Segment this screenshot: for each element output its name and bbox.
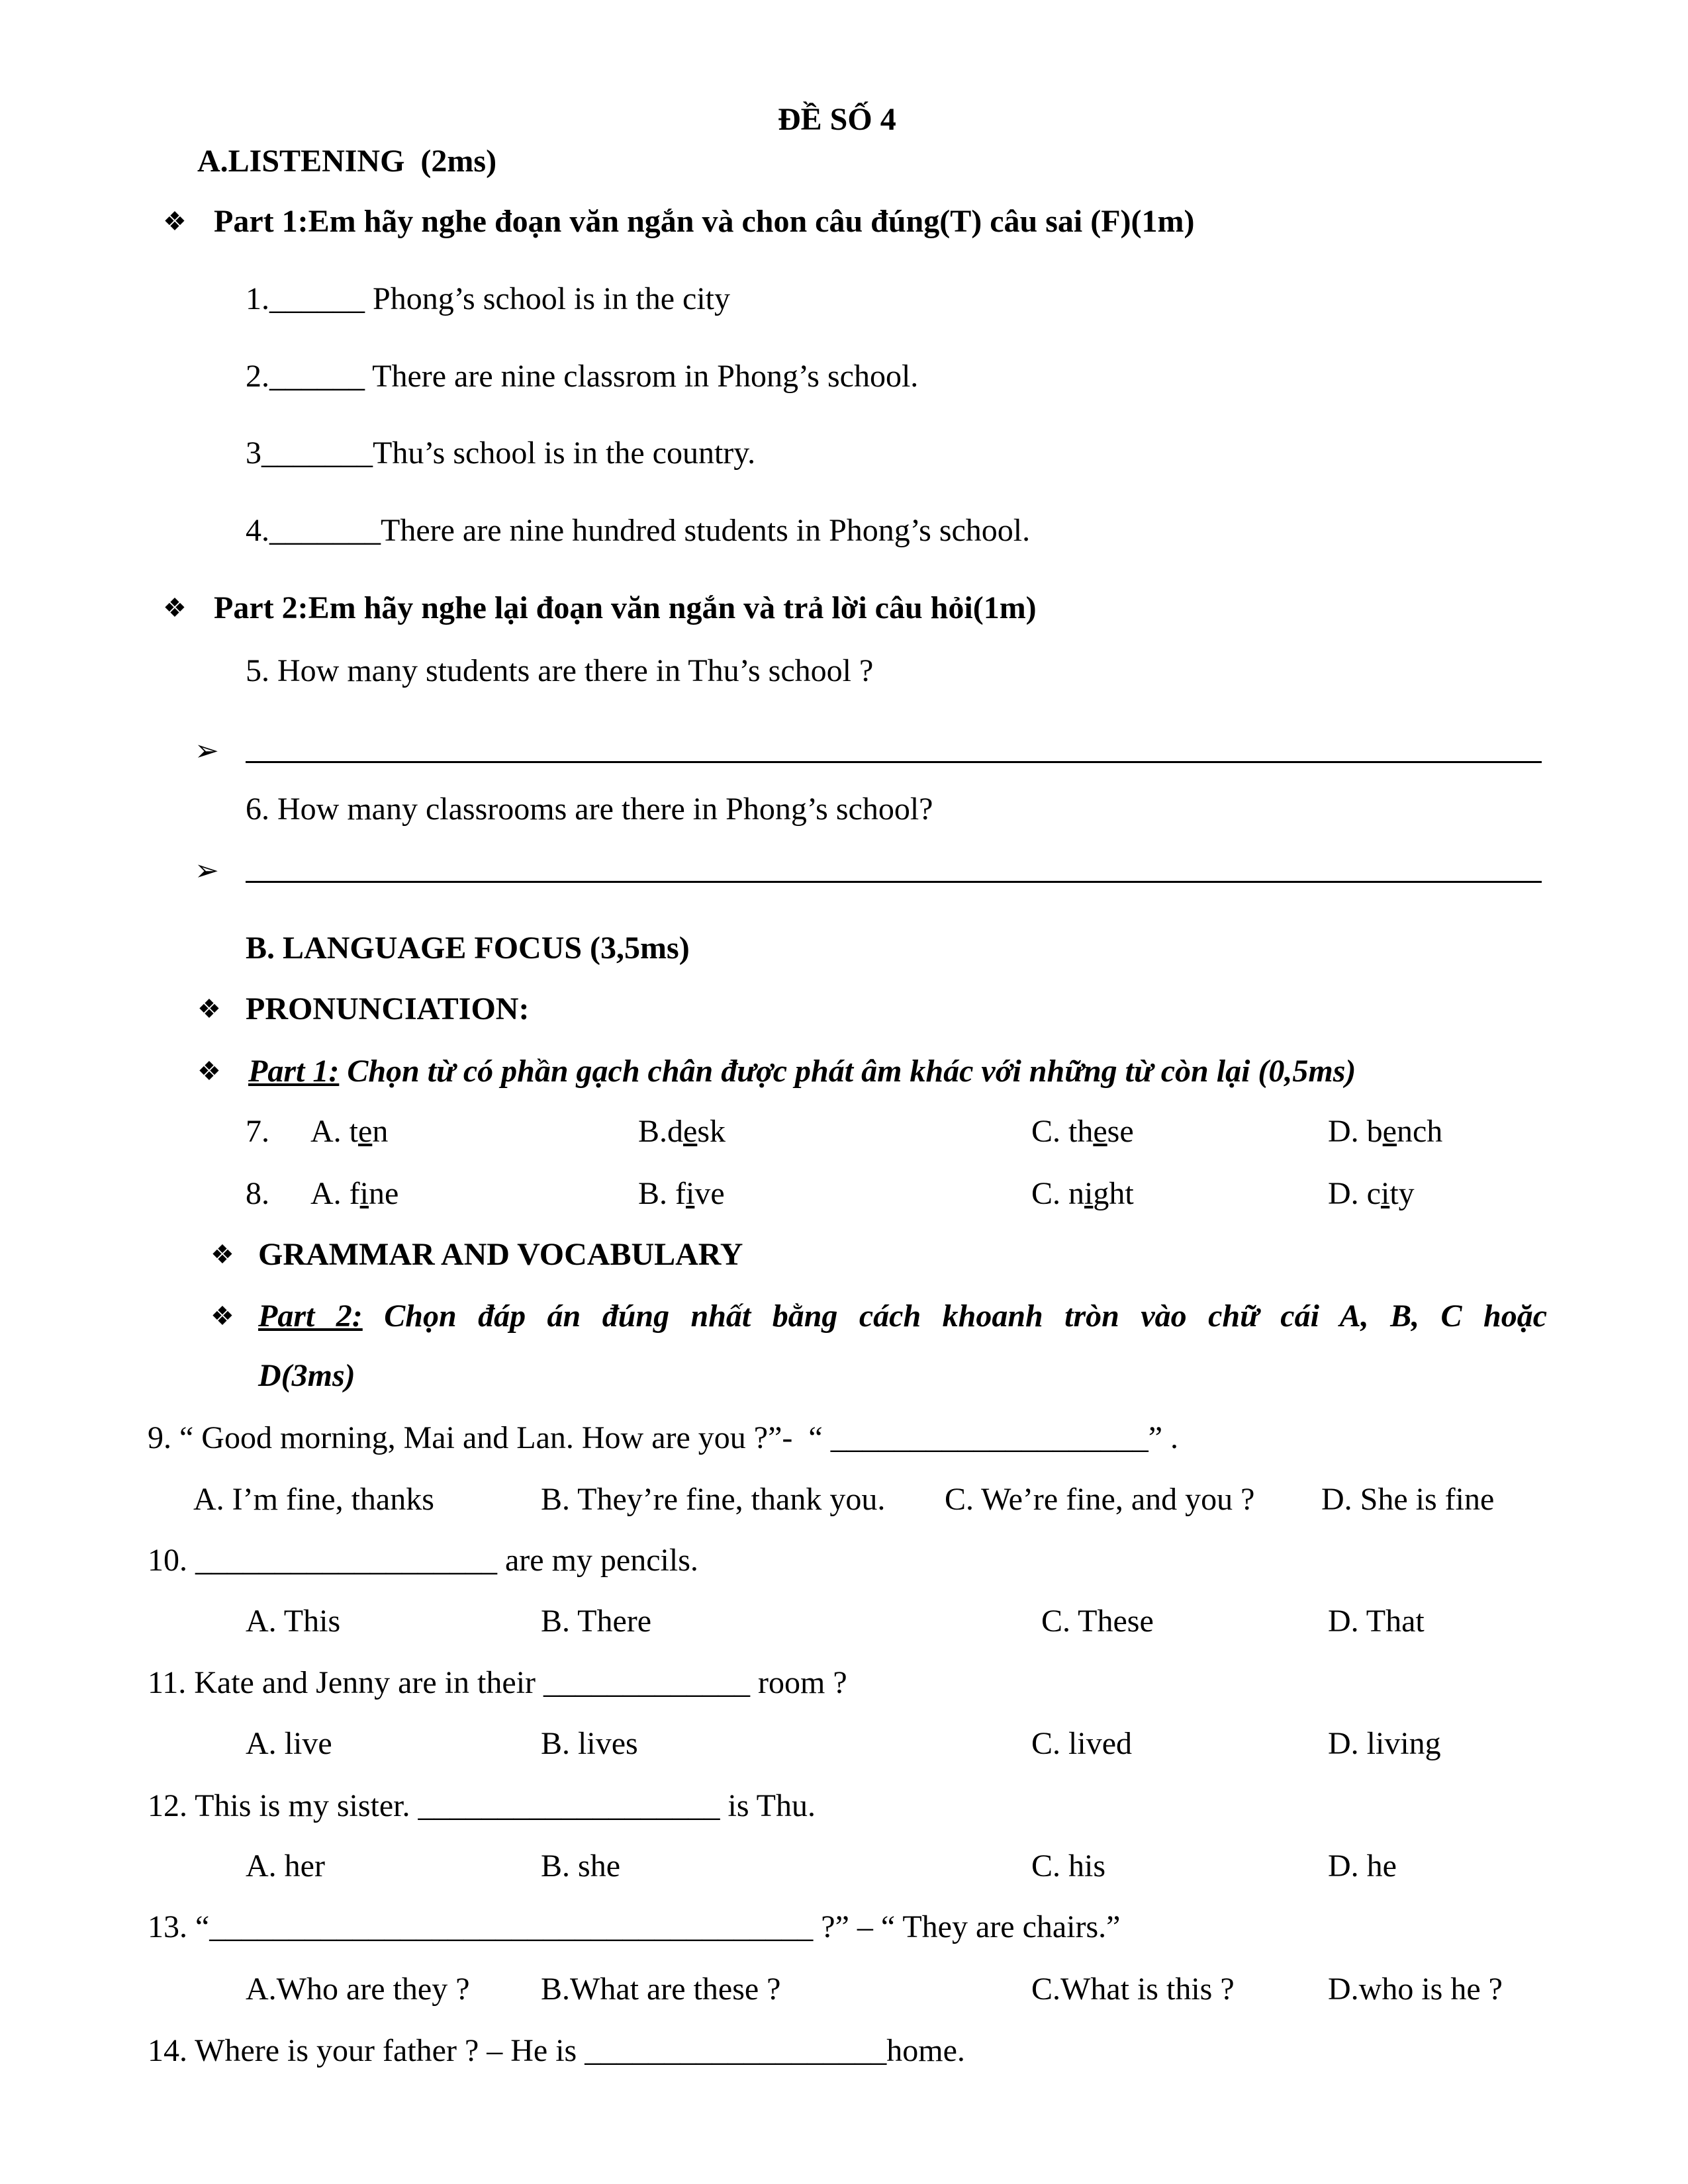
answer-option[interactable]: C. lived (1031, 1726, 1132, 1761)
answer-option[interactable]: A. live (246, 1726, 332, 1761)
underlined-letter: e (683, 1114, 698, 1149)
pronunciation-part1-instruction (248, 1052, 1356, 1091)
option-text: sk (697, 1114, 726, 1149)
option-text: ve (694, 1176, 725, 1211)
arrow-bullet-icon: ➢ (195, 854, 219, 887)
question-number: 8. (246, 1176, 269, 1211)
answer-line (246, 761, 1542, 763)
diamond-bullet-icon: ❖ (163, 593, 187, 623)
question-11: 11. Kate and Jenny are in their _____________ room ? (148, 1665, 847, 1700)
option-text: A. f (310, 1176, 360, 1211)
option-text: B.d (638, 1114, 684, 1149)
underlined-letter: e (1382, 1114, 1397, 1149)
answer-option[interactable]: C.What is this ? (1031, 1972, 1235, 2007)
answer-option[interactable]: C. We’re fine, and you ? (945, 1482, 1255, 1517)
question-5: 5. How many students are there in Thu’s school ? (246, 653, 874, 688)
diamond-bullet-icon: ❖ (163, 206, 187, 236)
tf-item: 4._______There are nine hundred students in Phong’s school. (246, 513, 1031, 548)
option-text: nch (1396, 1114, 1443, 1149)
grammar-part2-instruction-cont: D(3ms) (258, 1358, 355, 1393)
language-focus-heading: B. LANGUAGE FOCUS (3,5ms) (246, 931, 690, 966)
diamond-bullet-icon: ❖ (197, 1056, 221, 1086)
answer-option[interactable]: B.What are these ? (541, 1972, 781, 2007)
option-text: D. b (1328, 1114, 1383, 1149)
page-title: ĐỀ SỐ 4 (778, 102, 896, 137)
grammar-part2-instruction (258, 1297, 1547, 1336)
part2-label: Part 2: (258, 1298, 363, 1334)
question-number: 7. (246, 1114, 269, 1149)
tf-item: 2.______ There are nine classrom in Phong’s school. (246, 359, 919, 394)
answer-option[interactable]: D. he (1328, 1848, 1397, 1884)
answer-option[interactable]: B. she (541, 1848, 620, 1884)
answer-option[interactable] (638, 1112, 726, 1152)
answer-option[interactable]: B. They’re fine, thank you. (541, 1482, 886, 1517)
answer-option[interactable]: A.Who are they ? (246, 1972, 470, 2007)
question-13: 13. “______________________________________ ?” – “ They are chairs.” (148, 1909, 1121, 1944)
underlined-letter: i (1084, 1176, 1094, 1211)
option-text: C. n (1031, 1176, 1085, 1211)
underlined-letter: e (358, 1114, 373, 1149)
underlined-letter: i (1380, 1176, 1390, 1211)
answer-option[interactable]: A. I’m fine, thanks (193, 1482, 434, 1517)
diamond-bullet-icon: ❖ (211, 1301, 234, 1331)
tf-item: 1.______ Phong’s school is in the city (246, 281, 730, 316)
answer-option[interactable] (1031, 1174, 1134, 1214)
listening-heading: A.LISTENING (2ms) (197, 144, 497, 179)
part1-label: Part 1: (248, 1054, 340, 1089)
underlined-letter: i (359, 1176, 369, 1211)
answer-option[interactable] (310, 1174, 399, 1214)
question-6: 6. How many classrooms are there in Phong’s school? (246, 792, 933, 827)
arrow-bullet-icon: ➢ (195, 734, 219, 768)
answer-option[interactable]: A. her (246, 1848, 325, 1884)
answer-option[interactable] (1328, 1112, 1442, 1152)
option-text: ne (369, 1176, 399, 1211)
question-12: 12. This is my sister. ___________________ is Thu. (148, 1788, 816, 1823)
answer-option[interactable]: B. lives (541, 1726, 638, 1761)
answer-option[interactable]: D. She is fine (1321, 1482, 1495, 1517)
option-text: D. c (1328, 1176, 1381, 1211)
question-14: 14. Where is your father ? – He is ___________________home. (148, 2033, 965, 2068)
answer-option[interactable]: D.who is he ? (1328, 1972, 1503, 2007)
part1-text: Chọn từ có phần gạch chân được phát âm khác với những từ còn lại (0,5ms) (339, 1054, 1356, 1089)
question-9: 9. “ Good morning, Mai and Lan. How are you ?”- “ ____________________” . (148, 1420, 1178, 1455)
grammar-heading: GRAMMAR AND VOCABULARY (258, 1237, 743, 1272)
answer-option[interactable] (310, 1112, 388, 1152)
option-text: B. f (638, 1176, 686, 1211)
answer-option[interactable]: A. This (246, 1604, 341, 1639)
underlined-letter: i (686, 1176, 695, 1211)
answer-option[interactable]: C. his (1031, 1848, 1106, 1884)
answer-option[interactable]: D. That (1328, 1604, 1425, 1639)
answer-line (246, 881, 1542, 883)
diamond-bullet-icon: ❖ (211, 1240, 234, 1269)
option-text: ty (1389, 1176, 1415, 1211)
listening-part1-label: Part 1:Em hãy nghe đoạn văn ngắn và chon câu đúng(T) câu sai (F)(1m) (214, 204, 1195, 239)
diamond-bullet-icon: ❖ (197, 994, 221, 1024)
underlined-letter: e (1093, 1114, 1107, 1149)
option-text: n (372, 1114, 389, 1149)
answer-option[interactable]: C. These (1041, 1604, 1154, 1639)
listening-part2-label: Part 2:Em hãy nghe lại đoạn văn ngắn và trả lời câu hỏi(1m) (214, 590, 1037, 625)
answer-option[interactable] (1031, 1112, 1134, 1152)
question-10: 10. ___________________ are my pencils. (148, 1543, 698, 1578)
option-text: ght (1093, 1176, 1134, 1211)
option-text: se (1107, 1114, 1134, 1149)
answer-option[interactable]: D. living (1328, 1726, 1441, 1761)
answer-option[interactable] (638, 1174, 725, 1214)
answer-option[interactable] (1328, 1174, 1415, 1214)
option-text: A. t (310, 1114, 358, 1149)
part2-text: Chọn đáp án đúng nhất bằng cách khoanh tròn vào chữ cái A, B, C hoặc (362, 1298, 1548, 1334)
pronunciation-heading: PRONUNCIATION: (246, 991, 530, 1026)
option-text: C. th (1031, 1114, 1094, 1149)
tf-item: 3_______Thu’s school is in the country. (246, 435, 756, 471)
answer-option[interactable]: B. There (541, 1604, 652, 1639)
